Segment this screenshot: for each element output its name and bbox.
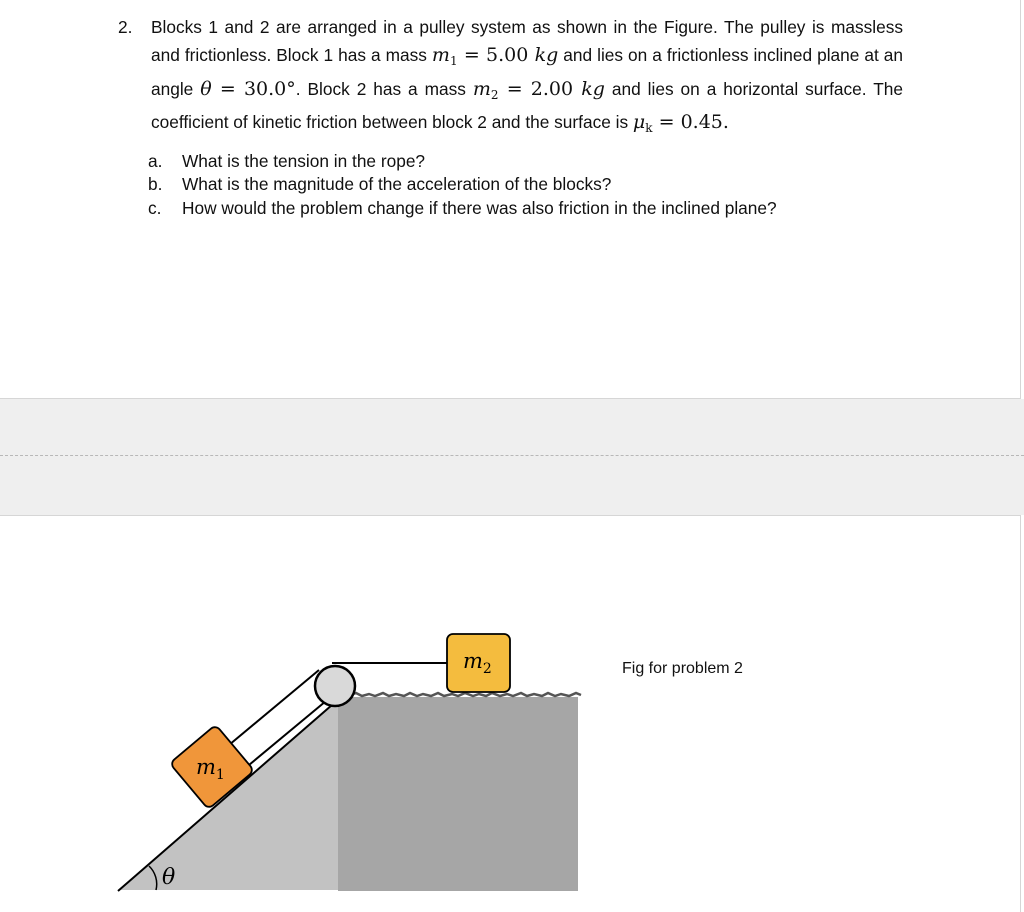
problem-number: 2. xyxy=(118,17,133,37)
subpart-c xyxy=(148,197,908,220)
stem-text-4: and lies on a horizontal surface. The coefficient of kinetic friction between block 2 and the surface is xyxy=(151,78,903,133)
subpart-b xyxy=(148,173,908,196)
subparts-list xyxy=(148,150,908,220)
subpart-text: What is the magnitude of the acceleration of the blocks? xyxy=(182,174,612,195)
subpart-a xyxy=(148,150,908,173)
subpart-text: What is the tension in the rope? xyxy=(182,151,426,171)
block-m2-label: $m_2$ xyxy=(463,649,492,677)
theta-expression: θ = 30.0° xyxy=(200,77,296,100)
stem-text-3: . Block 2 has a mass xyxy=(295,78,466,99)
page-gap xyxy=(0,399,1024,515)
m1-expression: $m_1 = 5.00$ kg xyxy=(431,43,559,68)
table-rough-surface xyxy=(350,693,581,696)
pulley xyxy=(315,666,355,706)
stem-text-1: Blocks 1 and 2 are arranged in a pulley system as shown in the Figure. The pulley is massless and frictionless. Block 1 has a mass xyxy=(151,17,903,65)
stem-text-2: and lies on a frictionless inclined plane at an angle xyxy=(151,44,904,99)
stem-text-5: . xyxy=(722,111,729,134)
subpart-letter: a. xyxy=(148,151,163,171)
m2-expression: $m_2 = 2.00$ kg xyxy=(472,77,605,102)
angle-theta-label: θ xyxy=(162,865,176,890)
problem-stem xyxy=(151,14,903,143)
subpart-text: How would the problem change if there was also friction in the inclined plane? xyxy=(182,197,777,218)
pulley-figure xyxy=(0,515,1024,911)
mu-expression: $\mu_k = 0.45$ xyxy=(632,111,723,136)
subpart-letter: c. xyxy=(148,197,162,218)
subpart-letter: b. xyxy=(148,174,163,195)
horizontal-table xyxy=(338,697,578,891)
page-break-line xyxy=(0,455,1024,456)
figure-caption: Fig for problem 2 xyxy=(622,660,743,677)
block-m1-label: $m_1$ xyxy=(196,755,225,783)
